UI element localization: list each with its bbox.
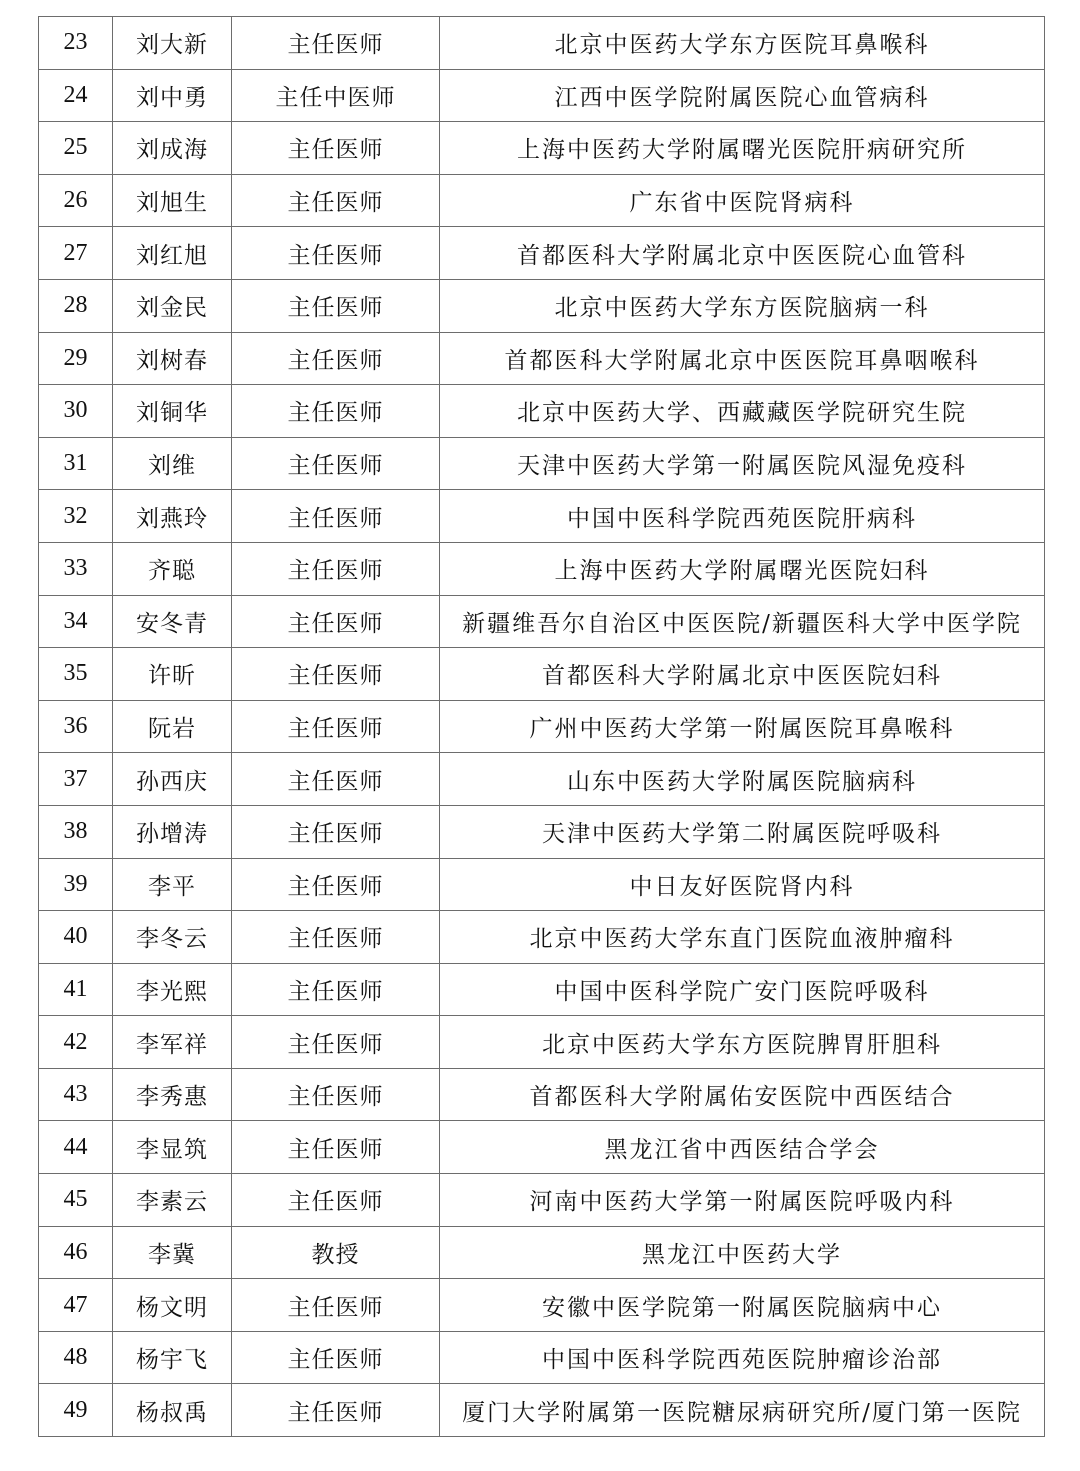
affiliation: 广东省中医院肾病科 [440,174,1045,227]
expert-name: 李平 [113,858,232,911]
expert-name: 刘树春 [113,332,232,385]
table-row [39,858,1045,911]
row-number: 32 [39,490,113,543]
affiliation: 首都医科大学附属北京中医医院心血管科 [440,227,1045,280]
table-row [39,911,1045,964]
professional-title: 主任医师 [232,700,440,753]
professional-title: 主任中医师 [232,69,440,122]
affiliation: 安徽中医学院第一附属医院脑病中心 [440,1279,1045,1332]
professional-title: 主任医师 [232,858,440,911]
expert-name: 孙增涛 [113,805,232,858]
row-number: 47 [39,1279,113,1332]
row-number: 49 [39,1384,113,1437]
row-number: 41 [39,963,113,1016]
professional-title: 主任医师 [232,174,440,227]
row-number: 27 [39,227,113,280]
professional-title: 主任医师 [232,963,440,1016]
expert-name: 李冀 [113,1226,232,1279]
affiliation: 中国中医科学院西苑医院肝病科 [440,490,1045,543]
professional-title: 主任医师 [232,227,440,280]
expert-name: 阮岩 [113,700,232,753]
expert-name: 李显筑 [113,1121,232,1174]
professional-title: 主任医师 [232,542,440,595]
professional-title: 主任医师 [232,1384,440,1437]
table-row [39,1226,1045,1279]
row-number: 38 [39,805,113,858]
table-row [39,122,1045,175]
expert-name: 李军祥 [113,1016,232,1069]
expert-name: 刘维 [113,437,232,490]
professional-title: 主任医师 [232,17,440,70]
row-number: 37 [39,753,113,806]
table-row [39,332,1045,385]
expert-table [38,16,1045,1437]
affiliation: 北京中医药大学东直门医院血液肿瘤科 [440,911,1045,964]
professional-title: 主任医师 [232,911,440,964]
row-number: 39 [39,858,113,911]
affiliation: 上海中医药大学附属曙光医院肝病研究所 [440,122,1045,175]
expert-name: 李冬云 [113,911,232,964]
expert-table-body [39,17,1045,1437]
affiliation: 北京中医药大学东方医院脾胃肝胆科 [440,1016,1045,1069]
table-row [39,1279,1045,1332]
professional-title: 主任医师 [232,753,440,806]
row-number: 26 [39,174,113,227]
affiliation: 首都医科大学附属佑安医院中西医结合 [440,1068,1045,1121]
professional-title: 教授 [232,1226,440,1279]
affiliation: 河南中医药大学第一附属医院呼吸内科 [440,1174,1045,1227]
expert-name: 刘中勇 [113,69,232,122]
row-number: 36 [39,700,113,753]
professional-title: 主任医师 [232,1331,440,1384]
table-row [39,595,1045,648]
professional-title: 主任医师 [232,1121,440,1174]
row-number: 48 [39,1331,113,1384]
professional-title: 主任医师 [232,122,440,175]
table-row [39,1331,1045,1384]
table-row [39,542,1045,595]
row-number: 23 [39,17,113,70]
expert-name: 刘红旭 [113,227,232,280]
professional-title: 主任医师 [232,1279,440,1332]
row-number: 25 [39,122,113,175]
expert-name: 杨宇飞 [113,1331,232,1384]
table-row [39,227,1045,280]
table-row [39,1068,1045,1121]
professional-title: 主任医师 [232,648,440,701]
affiliation: 天津中医药大学第二附属医院呼吸科 [440,805,1045,858]
expert-name: 刘大新 [113,17,232,70]
table-row [39,69,1045,122]
expert-name: 刘金民 [113,279,232,332]
table-row [39,1121,1045,1174]
affiliation: 中日友好医院肾内科 [440,858,1045,911]
table-row [39,648,1045,701]
expert-name: 安冬青 [113,595,232,648]
row-number: 46 [39,1226,113,1279]
table-row [39,174,1045,227]
expert-name: 杨文明 [113,1279,232,1332]
table-row [39,1384,1045,1437]
expert-name: 齐聪 [113,542,232,595]
row-number: 30 [39,385,113,438]
table-row [39,17,1045,70]
affiliation: 北京中医药大学、西藏藏医学院研究生院 [440,385,1045,438]
expert-name: 刘燕玲 [113,490,232,543]
table-row [39,437,1045,490]
affiliation: 北京中医药大学东方医院耳鼻喉科 [440,17,1045,70]
professional-title: 主任医师 [232,805,440,858]
affiliation: 中国中医科学院广安门医院呼吸科 [440,963,1045,1016]
professional-title: 主任医师 [232,279,440,332]
professional-title: 主任医师 [232,595,440,648]
row-number: 43 [39,1068,113,1121]
expert-name: 李素云 [113,1174,232,1227]
table-row [39,279,1045,332]
row-number: 45 [39,1174,113,1227]
affiliation: 首都医科大学附属北京中医医院妇科 [440,648,1045,701]
row-number: 24 [39,69,113,122]
affiliation: 江西中医学院附属医院心血管病科 [440,69,1045,122]
expert-name: 李秀惠 [113,1068,232,1121]
affiliation: 新疆维吾尔自治区中医医院/新疆医科大学中医学院 [440,595,1045,648]
professional-title: 主任医师 [232,1068,440,1121]
table-row [39,805,1045,858]
expert-name: 刘铜华 [113,385,232,438]
expert-name: 杨叔禹 [113,1384,232,1437]
row-number: 44 [39,1121,113,1174]
professional-title: 主任医师 [232,490,440,543]
expert-list-document [38,16,1044,1437]
expert-name: 刘成海 [113,122,232,175]
professional-title: 主任医师 [232,437,440,490]
row-number: 28 [39,279,113,332]
affiliation: 黑龙江省中西医结合学会 [440,1121,1045,1174]
expert-name: 刘旭生 [113,174,232,227]
table-row [39,963,1045,1016]
row-number: 35 [39,648,113,701]
affiliation: 厦门大学附属第一医院糖尿病研究所/厦门第一医院 [440,1384,1045,1437]
affiliation: 中国中医科学院西苑医院肿瘤诊治部 [440,1331,1045,1384]
affiliation: 广州中医药大学第一附属医院耳鼻喉科 [440,700,1045,753]
professional-title: 主任医师 [232,1016,440,1069]
affiliation: 首都医科大学附属北京中医医院耳鼻咽喉科 [440,332,1045,385]
professional-title: 主任医师 [232,332,440,385]
expert-name: 许昕 [113,648,232,701]
expert-name: 孙西庆 [113,753,232,806]
expert-name: 李光熙 [113,963,232,1016]
row-number: 34 [39,595,113,648]
row-number: 29 [39,332,113,385]
table-row [39,490,1045,543]
professional-title: 主任医师 [232,385,440,438]
affiliation: 北京中医药大学东方医院脑病一科 [440,279,1045,332]
table-row [39,1016,1045,1069]
affiliation: 上海中医药大学附属曙光医院妇科 [440,542,1045,595]
row-number: 42 [39,1016,113,1069]
affiliation: 山东中医药大学附属医院脑病科 [440,753,1045,806]
affiliation: 黑龙江中医药大学 [440,1226,1045,1279]
professional-title: 主任医师 [232,1174,440,1227]
table-row [39,385,1045,438]
affiliation: 天津中医药大学第一附属医院风湿免疫科 [440,437,1045,490]
table-row [39,1174,1045,1227]
row-number: 40 [39,911,113,964]
table-row [39,700,1045,753]
table-row [39,753,1045,806]
row-number: 33 [39,542,113,595]
row-number: 31 [39,437,113,490]
